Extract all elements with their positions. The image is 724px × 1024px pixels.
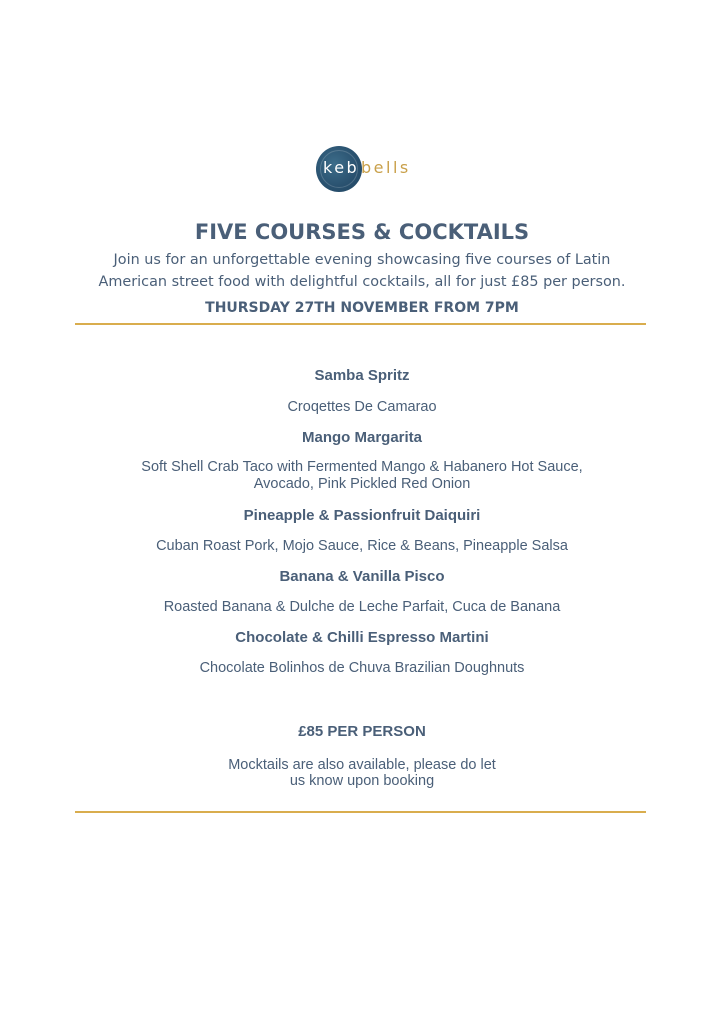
logo-text-part2: bells (361, 158, 411, 177)
intro-line-2: American street food with delightful cocktails, all for just £85 per person. (98, 274, 626, 290)
course-2-dish-line-1: Soft Shell Crab Taco with Fermented Mango & Habanero Hot Sauce, (141, 459, 583, 475)
course-5-dish: Chocolate Bolinhos de Chuva Brazilian Doughnuts (199, 660, 525, 676)
course-5-drink: Chocolate & Chilli Espresso Martini (235, 629, 489, 646)
course-2-dish-line-2: Avocado, Pink Pickled Red Onion (253, 476, 471, 492)
course-1-drink: Samba Spritz (314, 367, 410, 384)
kebbells-logo (316, 145, 436, 195)
page-title: FIVE COURSES & COCKTAILS (194, 220, 530, 244)
bottom-divider (75, 811, 646, 813)
price-heading: £85 PER PERSON (298, 723, 426, 740)
event-date: THURSDAY 27TH NOVEMBER FROM 7PM (205, 300, 519, 316)
mocktail-note-line-2: us know upon booking (289, 773, 435, 789)
course-3-dish: Cuban Roast Pork, Mojo Sauce, Rice & Beans, Pineapple Salsa (156, 538, 568, 554)
course-2-dish (0, 459, 724, 493)
mocktail-note-line-1: Mocktails are also available, please do let (228, 757, 496, 773)
top-divider (75, 323, 646, 325)
logo-text-part1: keb (323, 158, 360, 177)
course-4-drink: Banana & Vanilla Pisco (279, 568, 445, 585)
mocktail-note (0, 757, 724, 789)
course-3-drink: Pineapple & Passionfruit Daiquiri (243, 507, 481, 524)
course-4-dish: Roasted Banana & Dulche de Leche Parfait, Cuca de Banana (163, 599, 561, 615)
intro-text (0, 249, 724, 293)
course-1-dish: Croqettes De Camarao (287, 399, 437, 415)
course-2-drink: Mango Margarita (301, 429, 422, 446)
intro-line-1: Join us for an unforgettable evening showcasing five courses of Latin (113, 252, 611, 268)
